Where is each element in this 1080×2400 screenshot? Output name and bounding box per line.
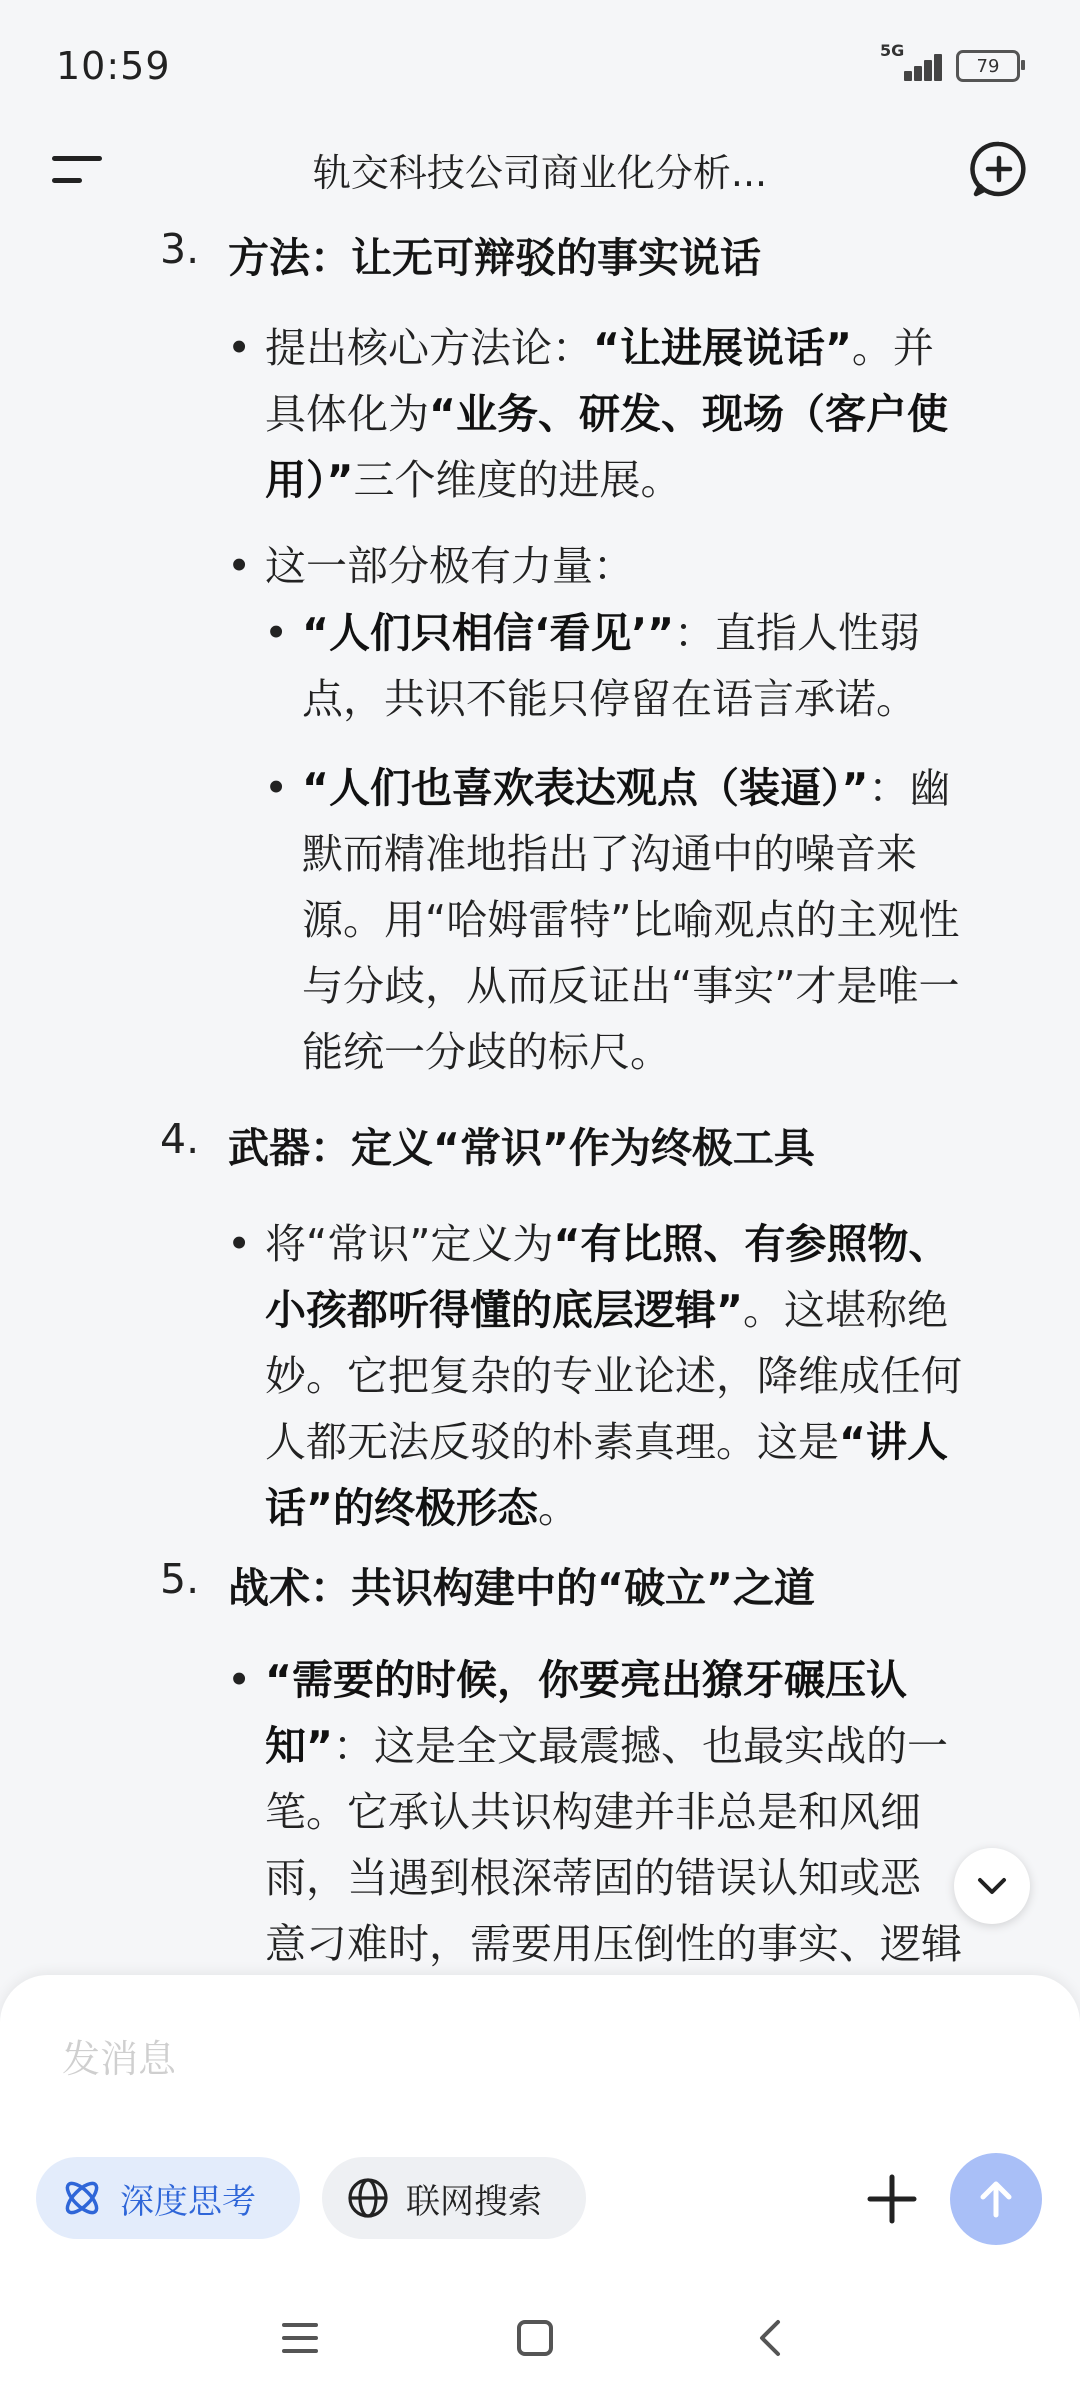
new-chat-icon[interactable] <box>970 140 1028 198</box>
menu-lines-icon <box>280 2320 320 2356</box>
text: 点，共识不能只停留在语言承诺。 <box>302 675 917 723</box>
bold-text: “人们也喜欢表达观点（装逼）” <box>302 764 869 812</box>
status-icons <box>880 41 1020 82</box>
home-square-icon <box>515 2318 555 2358</box>
text-line <box>265 1211 1045 1277</box>
text-line <box>265 533 1045 599</box>
sub-bullet-item <box>264 600 1050 732</box>
message-input[interactable] <box>60 2023 764 2095</box>
bullet-dot: • <box>264 609 289 657</box>
text-line <box>265 1911 1045 1977</box>
system-nav-bar <box>0 2275 1080 2400</box>
text: 。并 <box>851 324 934 372</box>
section-title: 武器：定义“常识”作为终极工具 <box>228 1124 815 1172</box>
status-time: 10:59 <box>56 44 171 88</box>
text: 源。用“哈姆雷特”比喻观点的主观性 <box>302 896 960 944</box>
bullet-item <box>227 533 1045 599</box>
text-line <box>302 953 1050 1019</box>
text: 提出核心方法论： <box>265 324 593 372</box>
back-button[interactable] <box>740 2313 800 2363</box>
bold-text: 知” <box>265 1722 333 1770</box>
arrow-up-icon <box>972 2175 1020 2223</box>
web-search-toggle[interactable] <box>322 2157 586 2239</box>
text: 能统一分歧的标尺。 <box>302 1028 671 1076</box>
section-number: 4. <box>160 1115 200 1163</box>
section-number: 5. <box>160 1555 200 1603</box>
bold-text: “业务、研发、现场（客户使 <box>429 390 948 438</box>
composer <box>0 1975 1080 2275</box>
bullet-item <box>227 1647 1045 1977</box>
text: 。这堪称绝 <box>742 1286 948 1334</box>
text: 具体化为 <box>265 390 429 438</box>
network-label: 5G <box>880 41 905 60</box>
text: 意刁难时，需要用压倒性的事实、逻辑 <box>265 1920 962 1968</box>
section-number: 3. <box>160 225 200 273</box>
section-title: 战术：共识构建中的“破立”之道 <box>228 1564 815 1612</box>
text-line <box>265 447 1045 513</box>
sub-bullet-item <box>264 755 1050 1085</box>
text-line <box>302 821 1050 887</box>
bullet-dot: • <box>227 1656 252 1704</box>
text: ：幽 <box>868 764 951 812</box>
deep-think-toggle[interactable] <box>36 2157 300 2239</box>
bullet-dot: • <box>227 542 252 590</box>
home-button[interactable] <box>505 2313 565 2363</box>
bold-text: “需要的时候，你要亮出獠牙碾压认 <box>265 1656 907 1704</box>
bold-text: “人们只相信‘看见’” <box>302 609 675 657</box>
back-chevron-icon <box>752 2318 788 2358</box>
battery-level: 79 <box>976 55 1000 77</box>
bold-text: “让进展说话” <box>593 324 852 372</box>
text-line <box>265 315 1045 381</box>
bullet-dot: • <box>227 1220 252 1268</box>
page-title: 轨交科技公司商业化分析... <box>312 151 768 195</box>
bold-text: 小孩都听得懂的底层逻辑” <box>265 1286 743 1334</box>
chevron-down-icon <box>972 1866 1012 1906</box>
signal-icon <box>880 41 944 81</box>
attach-button[interactable] <box>852 2159 932 2239</box>
text: 这一部分极有力量： <box>265 542 634 590</box>
text: 与分歧，从而反证出“事实”才是唯一 <box>302 962 960 1010</box>
scroll-down-button[interactable] <box>954 1848 1030 1924</box>
deep-think-label: 深度思考 <box>120 2181 256 2222</box>
bold-text: “讲人 <box>839 1418 948 1466</box>
text-line <box>265 381 1045 447</box>
text-line <box>302 1019 1050 1085</box>
text: 。 <box>537 1484 579 1532</box>
message-content <box>0 215 1080 1995</box>
bold-text: 话”的终极形态 <box>265 1484 538 1532</box>
text-line <box>265 1475 1045 1541</box>
bullet-dot: • <box>227 324 252 372</box>
text: ：直指人性弱 <box>674 609 921 657</box>
text-line <box>302 666 1050 732</box>
section-title: 方法：让无可辩驳的事实说话 <box>228 234 761 282</box>
bullet-item <box>227 1211 1045 1541</box>
text-line <box>265 1647 1045 1713</box>
app-header <box>0 120 1080 220</box>
text: ：这是全文最震撼、也最实战的一 <box>332 1722 948 1770</box>
text-line <box>265 1845 1045 1911</box>
text: 三个维度的进展。 <box>353 456 682 504</box>
recent-apps-button[interactable] <box>270 2313 330 2363</box>
text-line <box>302 600 1050 666</box>
text-line <box>265 1343 1045 1409</box>
text: 将“常识”定义为 <box>265 1220 554 1268</box>
text-line <box>302 755 1050 821</box>
battery-icon <box>956 50 1020 82</box>
text-line <box>265 1409 1045 1475</box>
status-bar <box>0 0 1080 130</box>
web-search-label: 联网搜索 <box>406 2181 542 2222</box>
atom-icon <box>60 2176 104 2220</box>
text: 雨，当遇到根深蒂固的错误认知或恶 <box>265 1854 921 1902</box>
text-line <box>265 1277 1045 1343</box>
bold-text: “有比照、有参照物、 <box>553 1220 950 1268</box>
text-line <box>265 1713 1045 1779</box>
text: 默而精准地指出了沟通中的噪音来 <box>302 830 917 878</box>
bold-text: 用）” <box>265 456 354 504</box>
menu-icon[interactable] <box>52 148 104 192</box>
text-line <box>302 887 1050 953</box>
text: 人都无法反驳的朴素真理。这是 <box>265 1418 839 1466</box>
text: 笔。它承认共识构建并非总是和风细 <box>265 1788 921 1836</box>
text: 妙。它把复杂的专业论述，降维成任何 <box>265 1352 962 1400</box>
plus-icon <box>864 2171 920 2227</box>
send-button[interactable] <box>950 2153 1042 2245</box>
globe-icon <box>346 2176 390 2220</box>
bullet-item <box>227 315 1045 513</box>
bullet-dot: • <box>264 764 289 812</box>
text-line <box>265 1779 1045 1845</box>
